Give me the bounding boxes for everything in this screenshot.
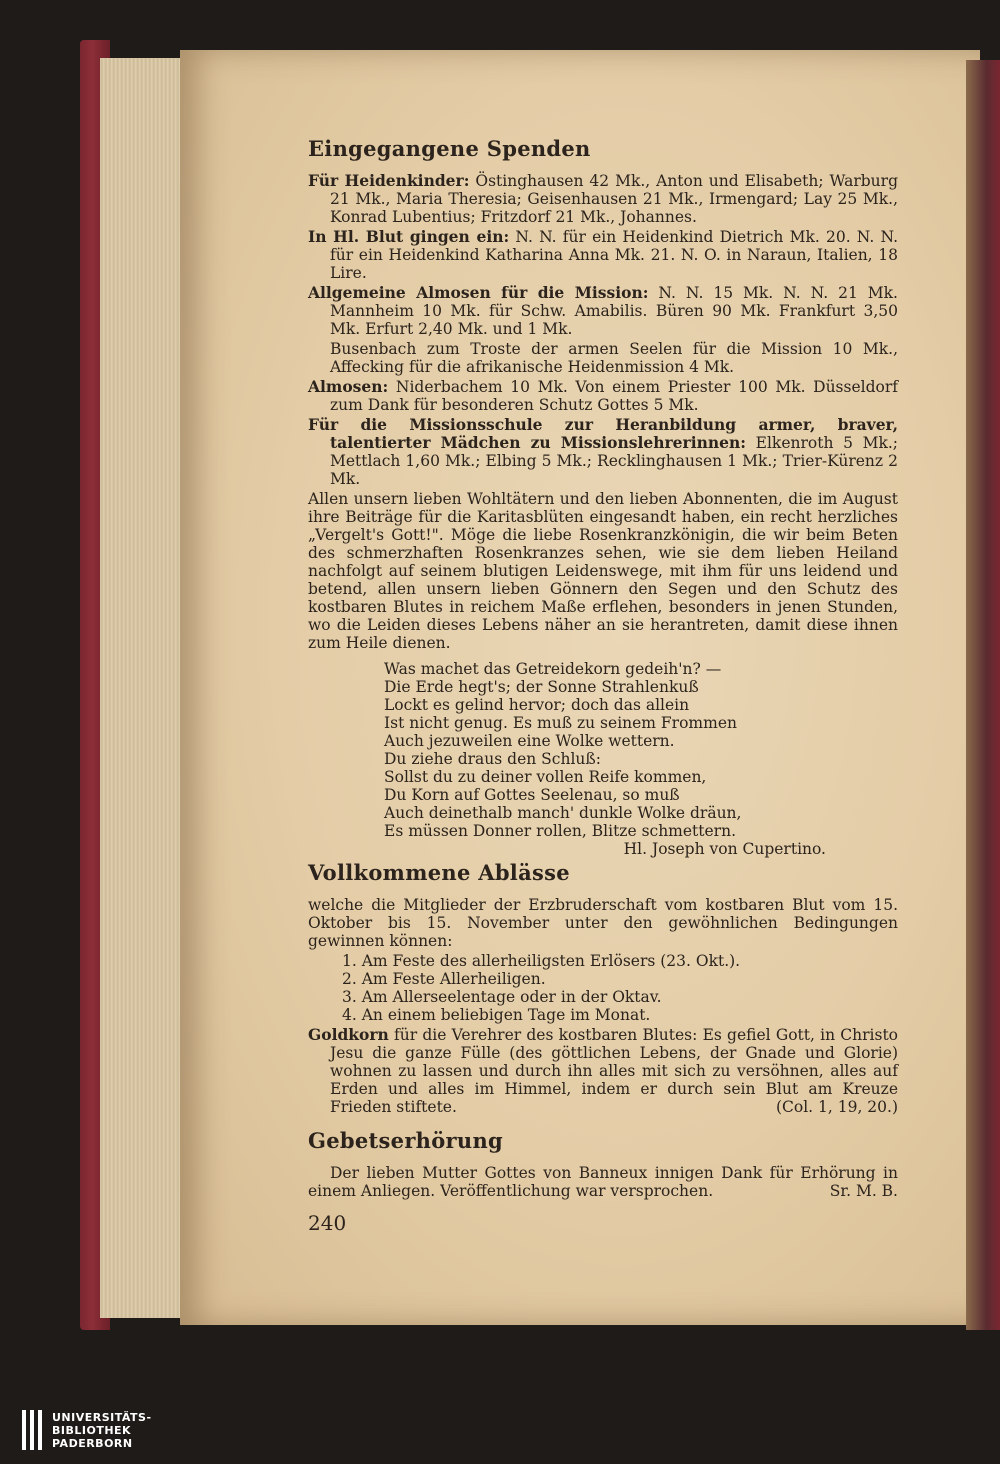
spende-entry xyxy=(308,228,898,282)
goldkorn-text: für die Verehrer des kostbaren Blutes: Es gefiel Gott, in Christo Jesu die ganze Fülle (des göttlichen Lebens, der Gnade und Glorie) wohnen zu lassen und durch ihn alles mit sich zu versöhnen, alles auf Erden und alles im Himmel, indem er durch sein Blut am Kreuze Frieden stiftete. xyxy=(330,1026,898,1116)
spende-text: Elkenroth 5 Mk.; Mettlach 1,60 Mk.; Elbing 5 Mk.; Recklinghausen 1 Mk.; Trier-Kürenz 2 Mk. xyxy=(330,434,898,488)
gebet-body: Der lieben Mutter Gottes von Banneux innigen Dank für Erhörung in einem Anliegen. Veröffentlichung war versprochen. xyxy=(308,1164,898,1200)
dank-paragraph: Allen unsern lieben Wohltätern und den lieben Abonnenten, die im August ihre Beiträge für die Karitasblüten eingesandt haben, ein recht herzliches „Vergelt's Gott!". Möge die liebe Rosenkranzkönigin, die wir beim Beten des schmerzhaften Rosenkranzes sehen, wie sie dem lieben Heiland nachfolgt auf seinem blutigen Leidenswege, mit ihm für uns leidend und betend, allen unsern lieben Gönnern den Segen und den Schutz des kostbaren Blutes in reichem Maße erflehen, besonders in jenen Stunden, wo die Leiden dieses Lebens näher an sie herantreten, damit diese ihnen zum Heile dienen. xyxy=(308,490,898,652)
spende-entry xyxy=(308,284,898,338)
list-item: 3. Am Allerseelentage oder in der Oktav. xyxy=(342,988,662,1006)
list-item: 2. Am Feste Allerheiligen. xyxy=(342,970,546,988)
poem xyxy=(384,660,898,840)
heading-ablaesse: Vollkommene Ablässe xyxy=(308,860,570,885)
goldkorn-ref: (Col. 1, 19, 20.) xyxy=(775,1098,898,1116)
poem-line: Du ziehe draus den Schluß: xyxy=(384,750,601,768)
list-item: 4. An einem beliebigen Tage im Monat. xyxy=(342,1006,651,1024)
heading-gebet: Gebetserhörung xyxy=(308,1128,504,1153)
page-content xyxy=(308,136,898,1235)
spende-text: Busenbach zum Troste der armen Seelen für die Mission 10 Mk., Affecking für die afrikanische Heidenmission 4 Mk. xyxy=(330,340,898,376)
poem-line: Du Korn auf Gottes Seelenau, so muß xyxy=(384,786,680,804)
spende-label: Für Heidenkinder: xyxy=(308,171,470,190)
spende-label: Allgemeine Almosen für die Mission: xyxy=(308,283,649,302)
spende-text: N. N. 15 Mk. N. N. 21 Mk. Mannheim 10 Mk. für Schw. Amabilis. Büren 90 Mk. Frankfurt 3,50 Mk. Erfurt 2,40 Mk. und 1 Mk. xyxy=(330,284,898,338)
spende-entry xyxy=(308,340,898,376)
poem-line: Die Erde hegt's; der Sonne Strahlenkuß xyxy=(384,678,699,696)
poem-line: Es müssen Donner rollen, Blitze schmettern. xyxy=(384,822,737,840)
poem-line: Lockt es gelind hervor; doch das allein xyxy=(384,696,690,714)
poem-author: Hl. Joseph von Cupertino. xyxy=(623,840,826,858)
logo-line: BIBLIOTHEK xyxy=(52,1423,132,1437)
spende-label: Almosen: xyxy=(308,377,389,396)
page-number: 240 xyxy=(308,1211,347,1235)
gebet-text xyxy=(308,1164,898,1200)
poem-line: Sollst du zu deiner vollen Reife kommen, xyxy=(384,768,707,786)
ablaesse-intro: welche die Mitglieder der Erzbruderschaft vom kostbaren Blut vom 15. Oktober bis 15. November unter den gewöhnlichen Bedingungen gewinnen können: xyxy=(308,896,898,950)
poem-line: Auch jezuweilen eine Wolke wettern. xyxy=(384,732,675,750)
logo-line: PADERBORN xyxy=(52,1436,133,1450)
poem-line: Auch deinethalb manch' dunkle Wolke dräun, xyxy=(384,804,742,822)
heading-spenden: Eingegangene Spenden xyxy=(308,136,591,161)
spende-label: Für die Missionsschule zur Heranbildung armer, braver, talentierter Mädchen zu Missionslehrerinnen: xyxy=(308,415,898,452)
goldkorn-entry xyxy=(308,1026,898,1116)
list-item: 1. Am Feste des allerheiligsten Erlösers (23. Okt.). xyxy=(342,952,741,970)
spende-text: N. N. für ein Heidenkind Dietrich Mk. 20. N. N. für ein Heidenkind Katharina Anna Mk. 21. N. O. in Naraun, Italien, 18 Lire. xyxy=(330,228,898,282)
spende-text: Östinghausen 42 Mk., Anton und Elisabeth; Warburg 21 Mk., Maria Theresia; Geisenhausen 21 Mk., Irmengard; Lay 25 Mk., Konrad Lubentius; Fritzdorf 21 Mk., Johannes. xyxy=(330,172,898,226)
poem-line: Was machet das Getreidekorn gedeih'n? — xyxy=(384,660,722,678)
spende-label: In Hl. Blut gingen ein: xyxy=(308,227,510,246)
spende-text: Niderbachem 10 Mk. Von einem Priester 100 Mk. Düsseldorf zum Dank für besonderen Schutz Gottes 5 Mk. xyxy=(330,378,898,414)
page-stack xyxy=(100,58,190,1318)
ablaesse-list xyxy=(342,952,898,1024)
spende-entry xyxy=(308,416,898,488)
gebet-sign: Sr. M. B. xyxy=(829,1182,898,1200)
book-right-edge xyxy=(966,60,1000,1330)
logo-line: UNIVERSITÄTS- xyxy=(52,1410,152,1424)
logo-bars-icon xyxy=(22,1410,42,1450)
goldkorn-label: Goldkorn xyxy=(308,1025,389,1044)
logo-text xyxy=(52,1411,152,1450)
spende-entry xyxy=(308,172,898,226)
library-logo xyxy=(22,1410,152,1450)
poem-line: Ist nicht genug. Es muß zu seinem Frommen xyxy=(384,714,737,732)
spende-entry xyxy=(308,378,898,414)
